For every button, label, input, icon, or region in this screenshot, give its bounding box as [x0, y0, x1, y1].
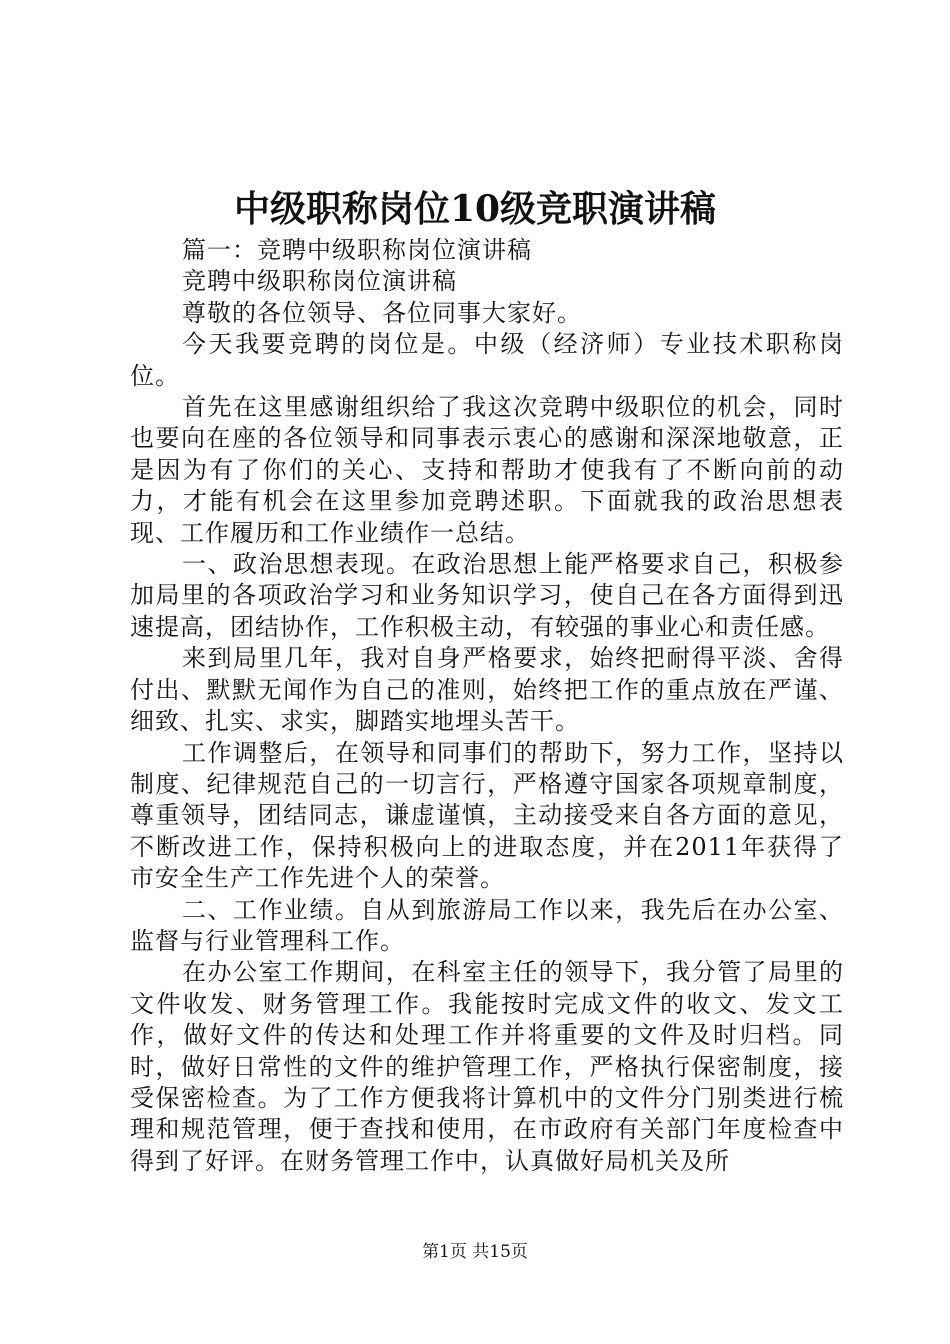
paragraph: 首先在这里感谢组织给了我这次竞聘中级职位的机会，同时也要向在座的各位领导和同事表示衷心的感谢和深深地敬意，正是因为有了你们的关心、支持和帮助才使我有了不断向前的动力，才能有机会在这里参加竞聘述职。下面就我的政治思想表现、工作履历和工作业绩作一总结。 — [130, 393, 844, 547]
document-body — [130, 235, 844, 1177]
page-number: 第1页 共15页 — [422, 1242, 528, 1262]
paragraph: 在办公室工作期间，在科室主任的领导下，我分管了局里的文件收发、财务管理工作。我能按时完成文件的收文、发文工作，做好文件的传达和处理工作并将重要的文件及时归档。同时，做好日常性的文件的维护管理工作，严格执行保密制度，接受保密检查。为了工作方便我将计算机中的文件分门别类进行梳理和规范管理，便于查找和使用，在市政府有关部门年度检查中得到了好评。在财务管理工作中，认真做好局机关及所 — [130, 958, 844, 1175]
paragraph: 尊敬的各位领导、各位同事大家好。 — [182, 298, 582, 327]
paragraph: 篇一：竞聘中级职称岗位演讲稿 — [182, 236, 532, 264]
paragraph: 今天我要竞聘的岗位是。中级（经济师）专业技术职称岗位。 — [130, 330, 844, 390]
paragraph: 工作调整后，在领导和同事们的帮助下，努力工作，坚持以制度、纪律规范自己的一切言行，严格遵守国家各项规章制度，尊重领导，团结同志，谦虚谨慎，主动接受来自各方面的意见，不断改进工作，保持积极向上的进取态度，并在2011年获得了市安全生产工作先进个人的荣誉。 — [130, 738, 844, 893]
paragraph: 来到局里几年，我对自身严格要求，始终把耐得平淡、舍得付出、默默无闻作为自己的准则，始终把工作的重点放在严谨、细致、扎实、求实，脚踏实地埋头苦干。 — [130, 644, 844, 736]
paragraph: 竞聘中级职称岗位演讲稿 — [182, 267, 457, 296]
paragraph: 二、工作业绩。自从到旅游局工作以来，我先后在办公室、监督与行业管理科工作。 — [130, 895, 844, 955]
paragraph: 一、政治思想表现。在政治思想上能严格要求自己，积极参加局里的各项政治学习和业务知识学习，使自己在各方面得到迅速提高，团结协作，工作积极主动，有较强的事业心和责任感。 — [130, 550, 844, 641]
document-title: 中级职称岗位10级竞职演讲稿 — [233, 188, 717, 230]
